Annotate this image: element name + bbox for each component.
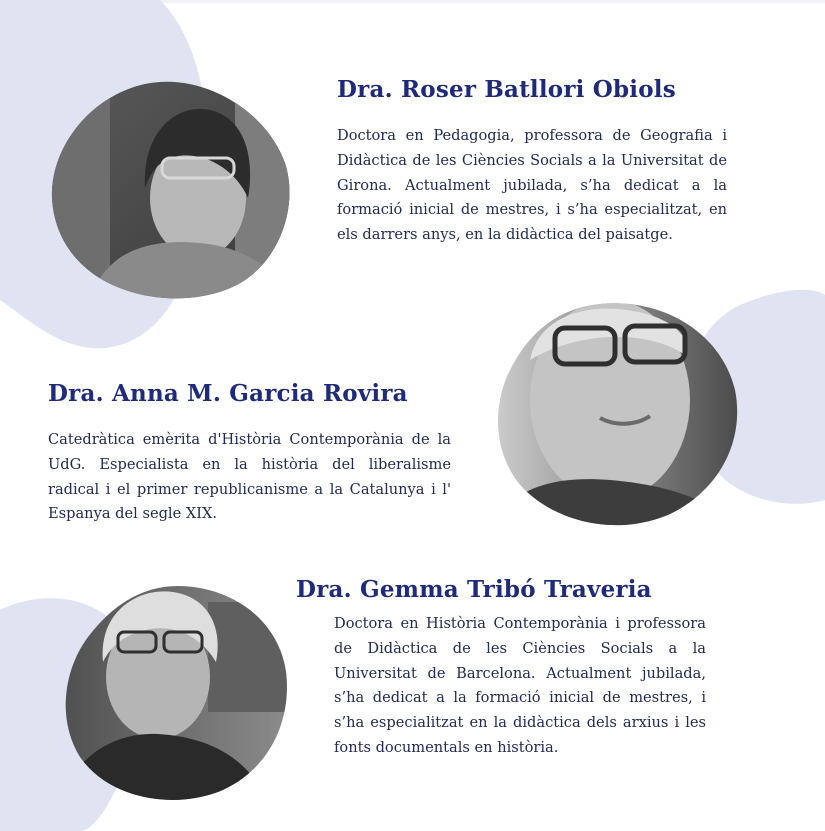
speaker-bio: Doctora en Pedagogia, professora de Geografia i Didàctica de les Ciències Socials a la Universitat de Girona. Actualment jubilada, s’ha dedicat a la formació inicial de mestres, i s’ha especialitzat, en els darrers anys, en la didàctica del paisatge. <box>337 127 727 244</box>
speaker-name: Dra. Anna M. Garcia Rovira <box>48 380 408 407</box>
portrait-photo-anna-garcia <box>490 300 740 528</box>
speaker-name: Dra. Gemma Tribó Traveria <box>296 576 652 603</box>
speaker-bio: Doctora en Història Contemporània i professora de Didàctica de les Ciències Socials a la Universitat de Barcelona. Actualment jubilada, s’ha dedicat a la formació inicial de mestres, i s’ha especialitzat en la didàctica dels arxius i les fonts documentals en història. <box>334 615 706 756</box>
portrait-photo-roser-batllori <box>50 78 290 300</box>
portrait-photo-gemma-tribo <box>58 582 290 802</box>
speaker-bio: Catedràtica emèrita d'Història Contemporània de la UdG. Especialista en la història del liberalisme radical i el primer republicanisme a la Catalunya i l' Espanya del segle XIX. <box>48 431 451 523</box>
speaker-name: Dra. Roser Batllori Obiols <box>337 76 676 103</box>
